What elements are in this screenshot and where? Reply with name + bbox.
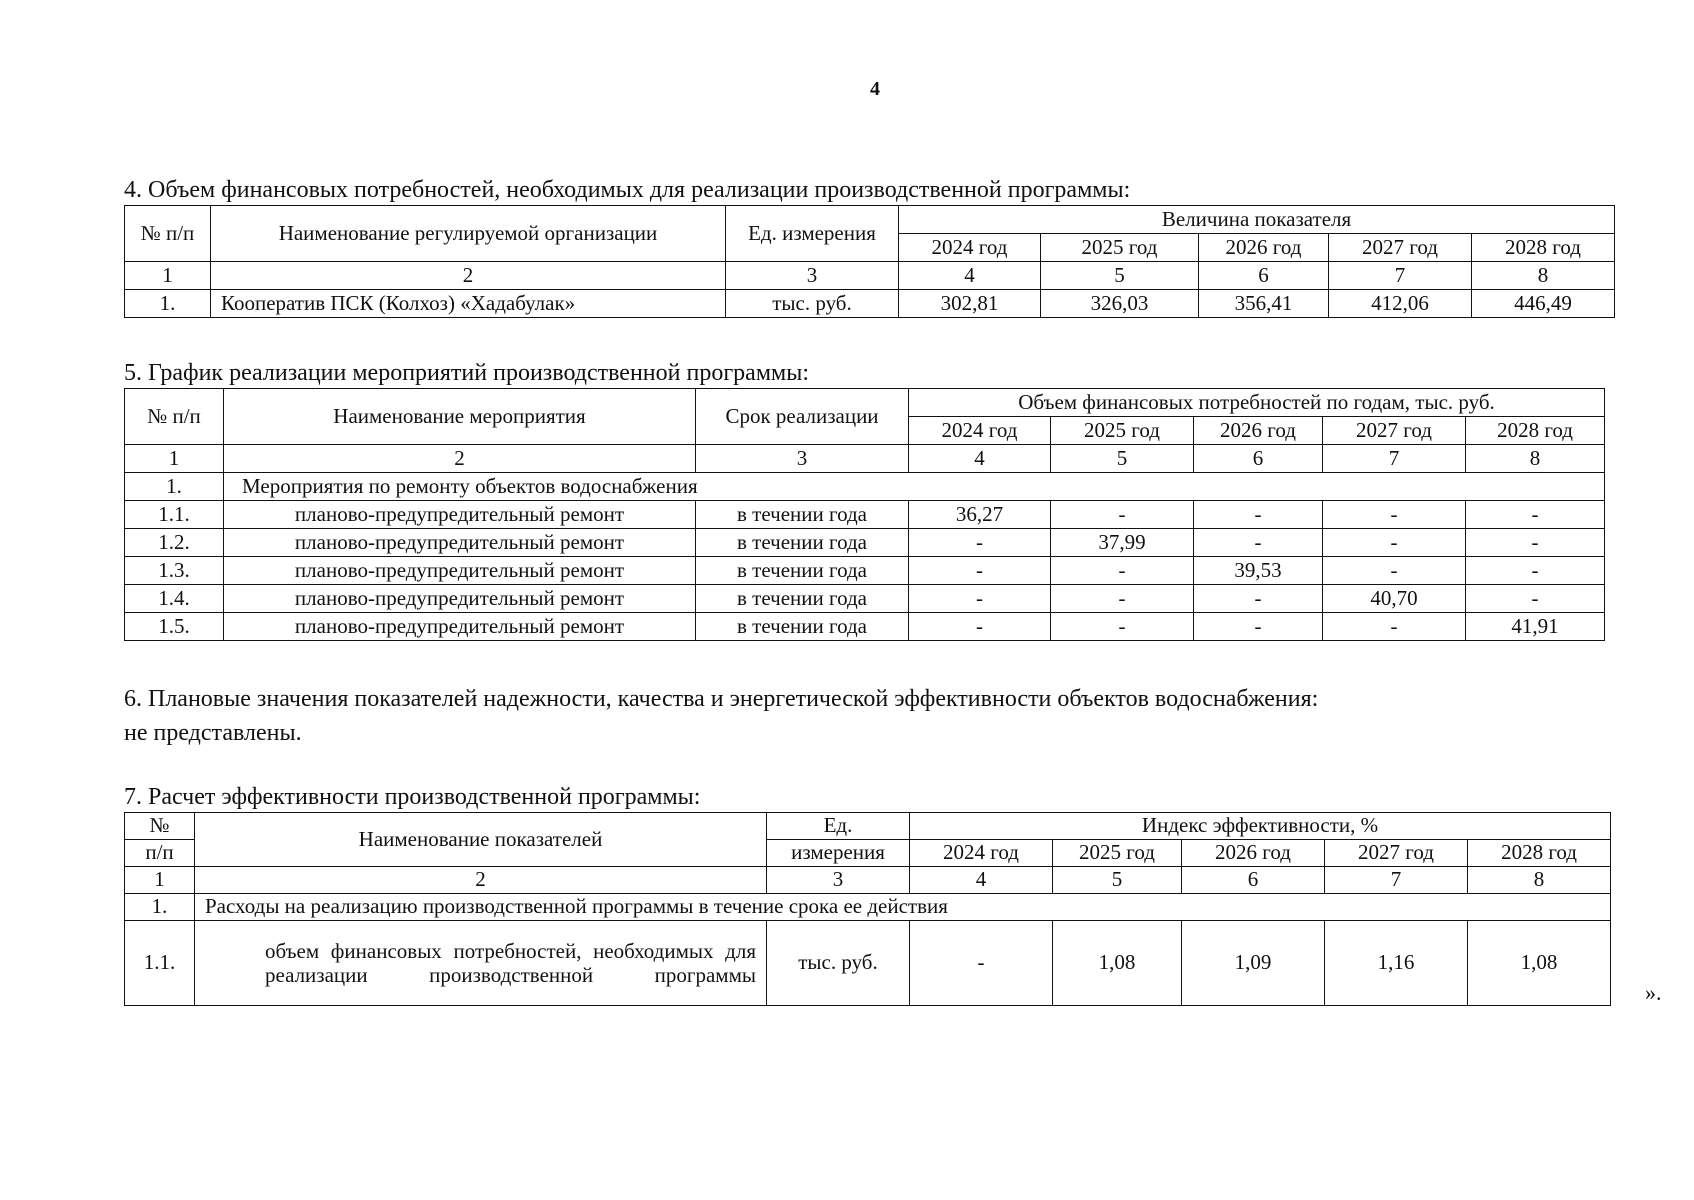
col-number: 5 bbox=[1053, 867, 1182, 894]
row-num: 1.2. bbox=[125, 529, 224, 557]
table-row bbox=[125, 585, 1605, 613]
group-row bbox=[125, 473, 1605, 501]
row-num: 1.1. bbox=[125, 501, 224, 529]
table-row bbox=[125, 557, 1605, 585]
header-year: 2027 год bbox=[1325, 840, 1468, 867]
table-row bbox=[125, 501, 1605, 529]
term: в течении года bbox=[696, 501, 909, 529]
header-indicator-name: Наименование показателей bbox=[195, 813, 767, 867]
value-2025: 1,08 bbox=[1053, 921, 1182, 1006]
value-2024: 302,81 bbox=[899, 290, 1041, 318]
row-num: 1. bbox=[125, 290, 211, 318]
value-2028: 1,08 bbox=[1468, 921, 1611, 1006]
unit: тыс. руб. bbox=[767, 921, 910, 1006]
value-2025: - bbox=[1051, 501, 1194, 529]
group-name: Мероприятия по ремонту объектов водоснабжения bbox=[224, 473, 1605, 501]
table-row bbox=[125, 613, 1605, 641]
value-2028: - bbox=[1466, 529, 1605, 557]
value-2027: 40,70 bbox=[1323, 585, 1466, 613]
indicator-name: объем финансовых потребностей, необходимых для реализации производственной программы bbox=[195, 921, 767, 1006]
header-year: 2028 год bbox=[1468, 840, 1611, 867]
header-year: 2027 год bbox=[1323, 417, 1466, 445]
col-number: 5 bbox=[1051, 445, 1194, 473]
value-2027: 1,16 bbox=[1325, 921, 1468, 1006]
header-year: 2027 год bbox=[1329, 234, 1472, 262]
value-2024: - bbox=[909, 529, 1051, 557]
section-4-title: 4. Объем финансовых потребностей, необходимых для реализации производственной программы: bbox=[124, 177, 1131, 203]
header-year: 2025 год bbox=[1053, 840, 1182, 867]
value-2026: - bbox=[1194, 529, 1323, 557]
header-year: 2028 год bbox=[1472, 234, 1615, 262]
section-5-title: 5. График реализации мероприятий производственной программы: bbox=[124, 360, 809, 386]
activity-name: планово-предупредительный ремонт bbox=[224, 557, 696, 585]
value-2028: - bbox=[1466, 501, 1605, 529]
term: в течении года bbox=[696, 557, 909, 585]
value-2026: 356,41 bbox=[1199, 290, 1329, 318]
col-number: 4 bbox=[909, 445, 1051, 473]
term: в течении года bbox=[696, 529, 909, 557]
header-year: 2024 год bbox=[899, 234, 1041, 262]
value-2026: - bbox=[1194, 613, 1323, 641]
col-number: 8 bbox=[1472, 262, 1615, 290]
header-financial-needs: Объем финансовых потребностей по годам, тыс. руб. bbox=[909, 389, 1605, 417]
group-name: Расходы на реализацию производственной программы в течение срока ее действия bbox=[195, 894, 1611, 921]
row-num: 1.3. bbox=[125, 557, 224, 585]
value-2028: - bbox=[1466, 557, 1605, 585]
col-number: 7 bbox=[1329, 262, 1472, 290]
header-unit-bottom: измерения bbox=[767, 840, 910, 867]
value-2026: - bbox=[1194, 585, 1323, 613]
col-number: 4 bbox=[899, 262, 1041, 290]
table-row bbox=[125, 529, 1605, 557]
value-2027: - bbox=[1323, 613, 1466, 641]
header-num: № п/п bbox=[125, 206, 211, 262]
group-row bbox=[125, 894, 1611, 921]
col-number: 3 bbox=[696, 445, 909, 473]
column-number-row bbox=[125, 445, 1605, 473]
header-year: 2024 год bbox=[910, 840, 1053, 867]
header-term: Срок реализации bbox=[696, 389, 909, 445]
header-unit-top: Ед. bbox=[767, 813, 910, 840]
header-num-top: № bbox=[125, 813, 195, 840]
table-row bbox=[125, 290, 1615, 318]
row-num: 1.1. bbox=[125, 921, 195, 1006]
section-6-title: 6. Плановые значения показателей надежности, качества и энергетической эффективности объектов водоснабжения: bbox=[124, 686, 1319, 712]
efficiency-table bbox=[124, 812, 1611, 1006]
header-year: 2025 год bbox=[1051, 417, 1194, 445]
column-number-row bbox=[125, 867, 1611, 894]
col-number: 2 bbox=[224, 445, 696, 473]
financial-needs-table bbox=[124, 205, 1615, 318]
value-2027: - bbox=[1323, 501, 1466, 529]
value-2027: - bbox=[1323, 529, 1466, 557]
header-unit: Ед. измерения bbox=[726, 206, 899, 262]
table-row bbox=[125, 921, 1611, 1006]
org-name: Кооператив ПСК (Колхоз) «Хадабулак» bbox=[211, 290, 726, 318]
value-2025: - bbox=[1051, 613, 1194, 641]
value-2025: - bbox=[1051, 585, 1194, 613]
col-number: 3 bbox=[767, 867, 910, 894]
value-2026: 39,53 bbox=[1194, 557, 1323, 585]
closing-quote-mark: ». bbox=[1645, 980, 1662, 1005]
value-2024: - bbox=[909, 585, 1051, 613]
value-2026: - bbox=[1194, 501, 1323, 529]
row-num: 1. bbox=[125, 894, 195, 921]
section-7-title: 7. Расчет эффективности производственной программы: bbox=[124, 784, 701, 810]
header-year: 2028 год bbox=[1466, 417, 1605, 445]
col-number: 8 bbox=[1466, 445, 1605, 473]
page-number: 4 bbox=[870, 78, 880, 100]
value-2024: - bbox=[910, 921, 1053, 1006]
header-indicator-value: Величина показателя bbox=[899, 206, 1615, 234]
value-2024: - bbox=[909, 613, 1051, 641]
col-number: 2 bbox=[211, 262, 726, 290]
term: в течении года bbox=[696, 585, 909, 613]
row-num: 1. bbox=[125, 473, 224, 501]
activity-name: планово-предупредительный ремонт bbox=[224, 585, 696, 613]
value-2028: 446,49 bbox=[1472, 290, 1615, 318]
header-year: 2026 год bbox=[1182, 840, 1325, 867]
value-2025: - bbox=[1051, 557, 1194, 585]
col-number: 7 bbox=[1323, 445, 1466, 473]
header-efficiency-index: Индекс эффективности, % bbox=[910, 813, 1611, 840]
value-2028: - bbox=[1466, 585, 1605, 613]
col-number: 4 bbox=[910, 867, 1053, 894]
row-num: 1.4. bbox=[125, 585, 224, 613]
header-year: 2024 год bbox=[909, 417, 1051, 445]
value-2028: 41,91 bbox=[1466, 613, 1605, 641]
activity-name: планово-предупредительный ремонт bbox=[224, 529, 696, 557]
col-number: 1 bbox=[125, 262, 211, 290]
col-number: 7 bbox=[1325, 867, 1468, 894]
header-year: 2026 год bbox=[1194, 417, 1323, 445]
col-number: 1 bbox=[125, 445, 224, 473]
header-num: № п/п bbox=[125, 389, 224, 445]
col-number: 6 bbox=[1199, 262, 1329, 290]
row-num: 1.5. bbox=[125, 613, 224, 641]
unit: тыс. руб. bbox=[726, 290, 899, 318]
col-number: 5 bbox=[1041, 262, 1199, 290]
col-number: 2 bbox=[195, 867, 767, 894]
header-year: 2026 год bbox=[1199, 234, 1329, 262]
value-2025: 326,03 bbox=[1041, 290, 1199, 318]
term: в течении года bbox=[696, 613, 909, 641]
value-2026: 1,09 bbox=[1182, 921, 1325, 1006]
value-2025: 37,99 bbox=[1051, 529, 1194, 557]
value-2024: 36,27 bbox=[909, 501, 1051, 529]
column-number-row bbox=[125, 262, 1615, 290]
col-number: 1 bbox=[125, 867, 195, 894]
header-org-name: Наименование регулируемой организации bbox=[211, 206, 726, 262]
value-2027: - bbox=[1323, 557, 1466, 585]
col-number: 6 bbox=[1194, 445, 1323, 473]
activity-name: планово-предупредительный ремонт bbox=[224, 501, 696, 529]
header-year: 2025 год bbox=[1041, 234, 1199, 262]
col-number: 3 bbox=[726, 262, 899, 290]
schedule-table bbox=[124, 388, 1605, 641]
value-2024: - bbox=[909, 557, 1051, 585]
header-activity-name: Наименование мероприятия bbox=[224, 389, 696, 445]
value-2027: 412,06 bbox=[1329, 290, 1472, 318]
section-6-status: не представлены. bbox=[124, 720, 302, 746]
activity-name: планово-предупредительный ремонт bbox=[224, 613, 696, 641]
header-num-bottom: п/п bbox=[125, 840, 195, 867]
col-number: 6 bbox=[1182, 867, 1325, 894]
col-number: 8 bbox=[1468, 867, 1611, 894]
